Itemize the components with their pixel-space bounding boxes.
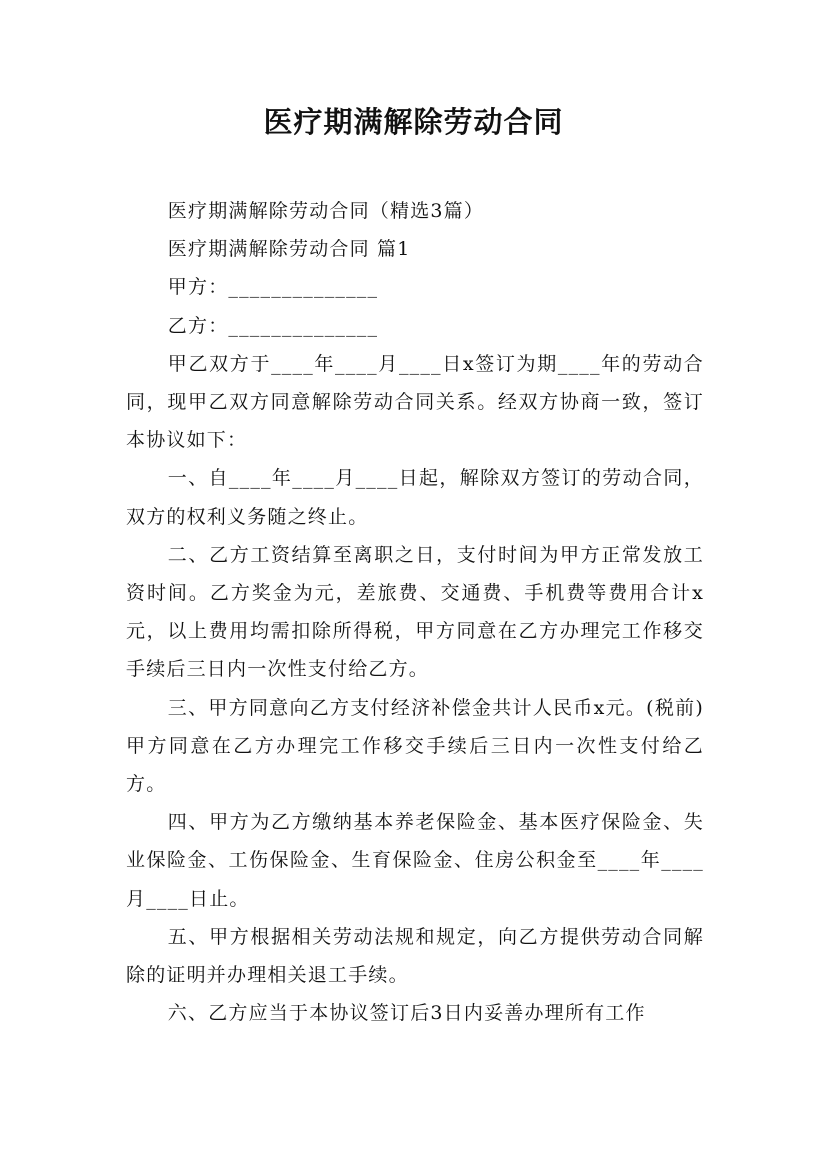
document-body [126,192,704,1032]
paragraph-section-heading: 医疗期满解除劳动合同 篇1 [167,238,411,261]
paragraph-party-b: 乙方：______________ [167,314,379,337]
paragraph-subtitle: 医疗期满解除劳动合同（精选3篇） [167,200,485,222]
paragraph-clause-3: 三、甲方同意向乙方支付经济补偿金共计人民币x元。(税前)甲方同意在乙方办理完工作移交手续后三日内一次性支付给乙方。 [126,696,704,796]
paragraph-party-a: 甲方：______________ [167,276,379,299]
paragraph-clause-6: 六、乙方应当于本协议签订后3日内妥善办理所有工作 [167,1002,646,1025]
paragraph-intro: 甲乙双方于____年____月____日x签订为期____年的劳动合同，现甲乙双方同意解除劳动合同关系。经双方协商一致，签订本协议如下： [126,352,704,452]
paragraph-clause-4: 四、甲方为乙方缴纳基本养老保险金、基本医疗保险金、失业保险金、工伤保险金、生育保险金、住房公积金至____年____月____日止。 [126,811,704,910]
paragraph-clause-1: 一、自____年____月____日起，解除双方签订的劳动合同，双方的权利义务随之终止。 [126,467,704,528]
document-title: 医疗期满解除劳动合同 [263,105,564,139]
paragraph-clause-5: 五、甲方根据相关劳动法规和规定，向乙方提供劳动合同解除的证明并办理相关退工手续。 [126,925,704,987]
paragraph-clause-2: 二、乙方工资结算至离职之日，支付时间为甲方正常发放工资时间。乙方奖金为元，差旅费、交通费、手机费等费用合计x元，以上费用均需扣除所得税，甲方同意在乙方办理完工作移交手续后三日内一次性支付给乙方。 [126,543,704,681]
